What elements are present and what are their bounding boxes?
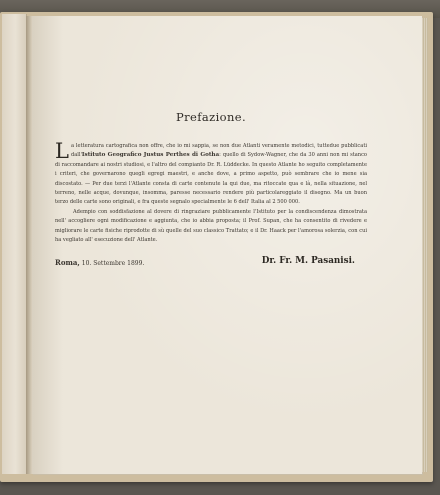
signoff: [55, 256, 367, 272]
left-page-edge: [2, 14, 27, 474]
paragraph-1: [55, 139, 367, 208]
place-date: [55, 258, 144, 267]
paragraph-1-text: a letteratura cartografica non offre, che io mi sappia, se non due Atlanti veramente metodici, tuttedue pubblicati dall': [70, 143, 367, 159]
author-signature: Dr. Fr. M. Pasanisi.: [261, 256, 355, 267]
city: Roma,: [55, 258, 80, 268]
page-title: Prefazione.: [175, 110, 247, 124]
page-content: [55, 40, 367, 272]
date: 10. Settembre 1899.: [81, 260, 145, 268]
paragraph-1-tail: : quello di Sydow-Wagner, che da 30 anni non mi stanco di raccomandare ai nostri studiosi, e l'altro del compianto Dr. R. Lüddecke. In questo Atlante ho seguito completamente i criteri, che governarono quegli egregi maestri, e anche dove, a primo aspetto, può sembrare che io mene sia discostato. — Per due terzi l'Atlante consta di carte contenute la qui due, ma ritoccate qua e là, nella situazione, nel terreno, nelle acque, dovunque, insomma, paresse necessario rendere più particolareggiato il disegno. Ma un buon terzo delle carte sono originali, e fra queste segnalo specialmente le 6 dell' Italia al 2 500 000.: [55, 152, 367, 206]
right-page-stack: [422, 18, 428, 472]
paragraph-2: Adempio con soddisfazione al dovere di ringraziare pubblicamente l'Istituto per la condiscendenza dimostrata nell' accogliere ogni modificazione e aggiunta, che io abbia proposta; il Prof. Supan, che ha consentito di rivedere e migliorare le carte fisiche riprodotte di sù quelle del suo classico Trattato; e il Dr. Haack per l'amorosa solerzia, con cui ha vegliato all' esecuzione dell' Atlante.: [55, 208, 367, 244]
dropcap: L: [55, 139, 69, 163]
publisher-name: Istituto Geografico Justus Perthes di Gotha: [81, 152, 220, 159]
